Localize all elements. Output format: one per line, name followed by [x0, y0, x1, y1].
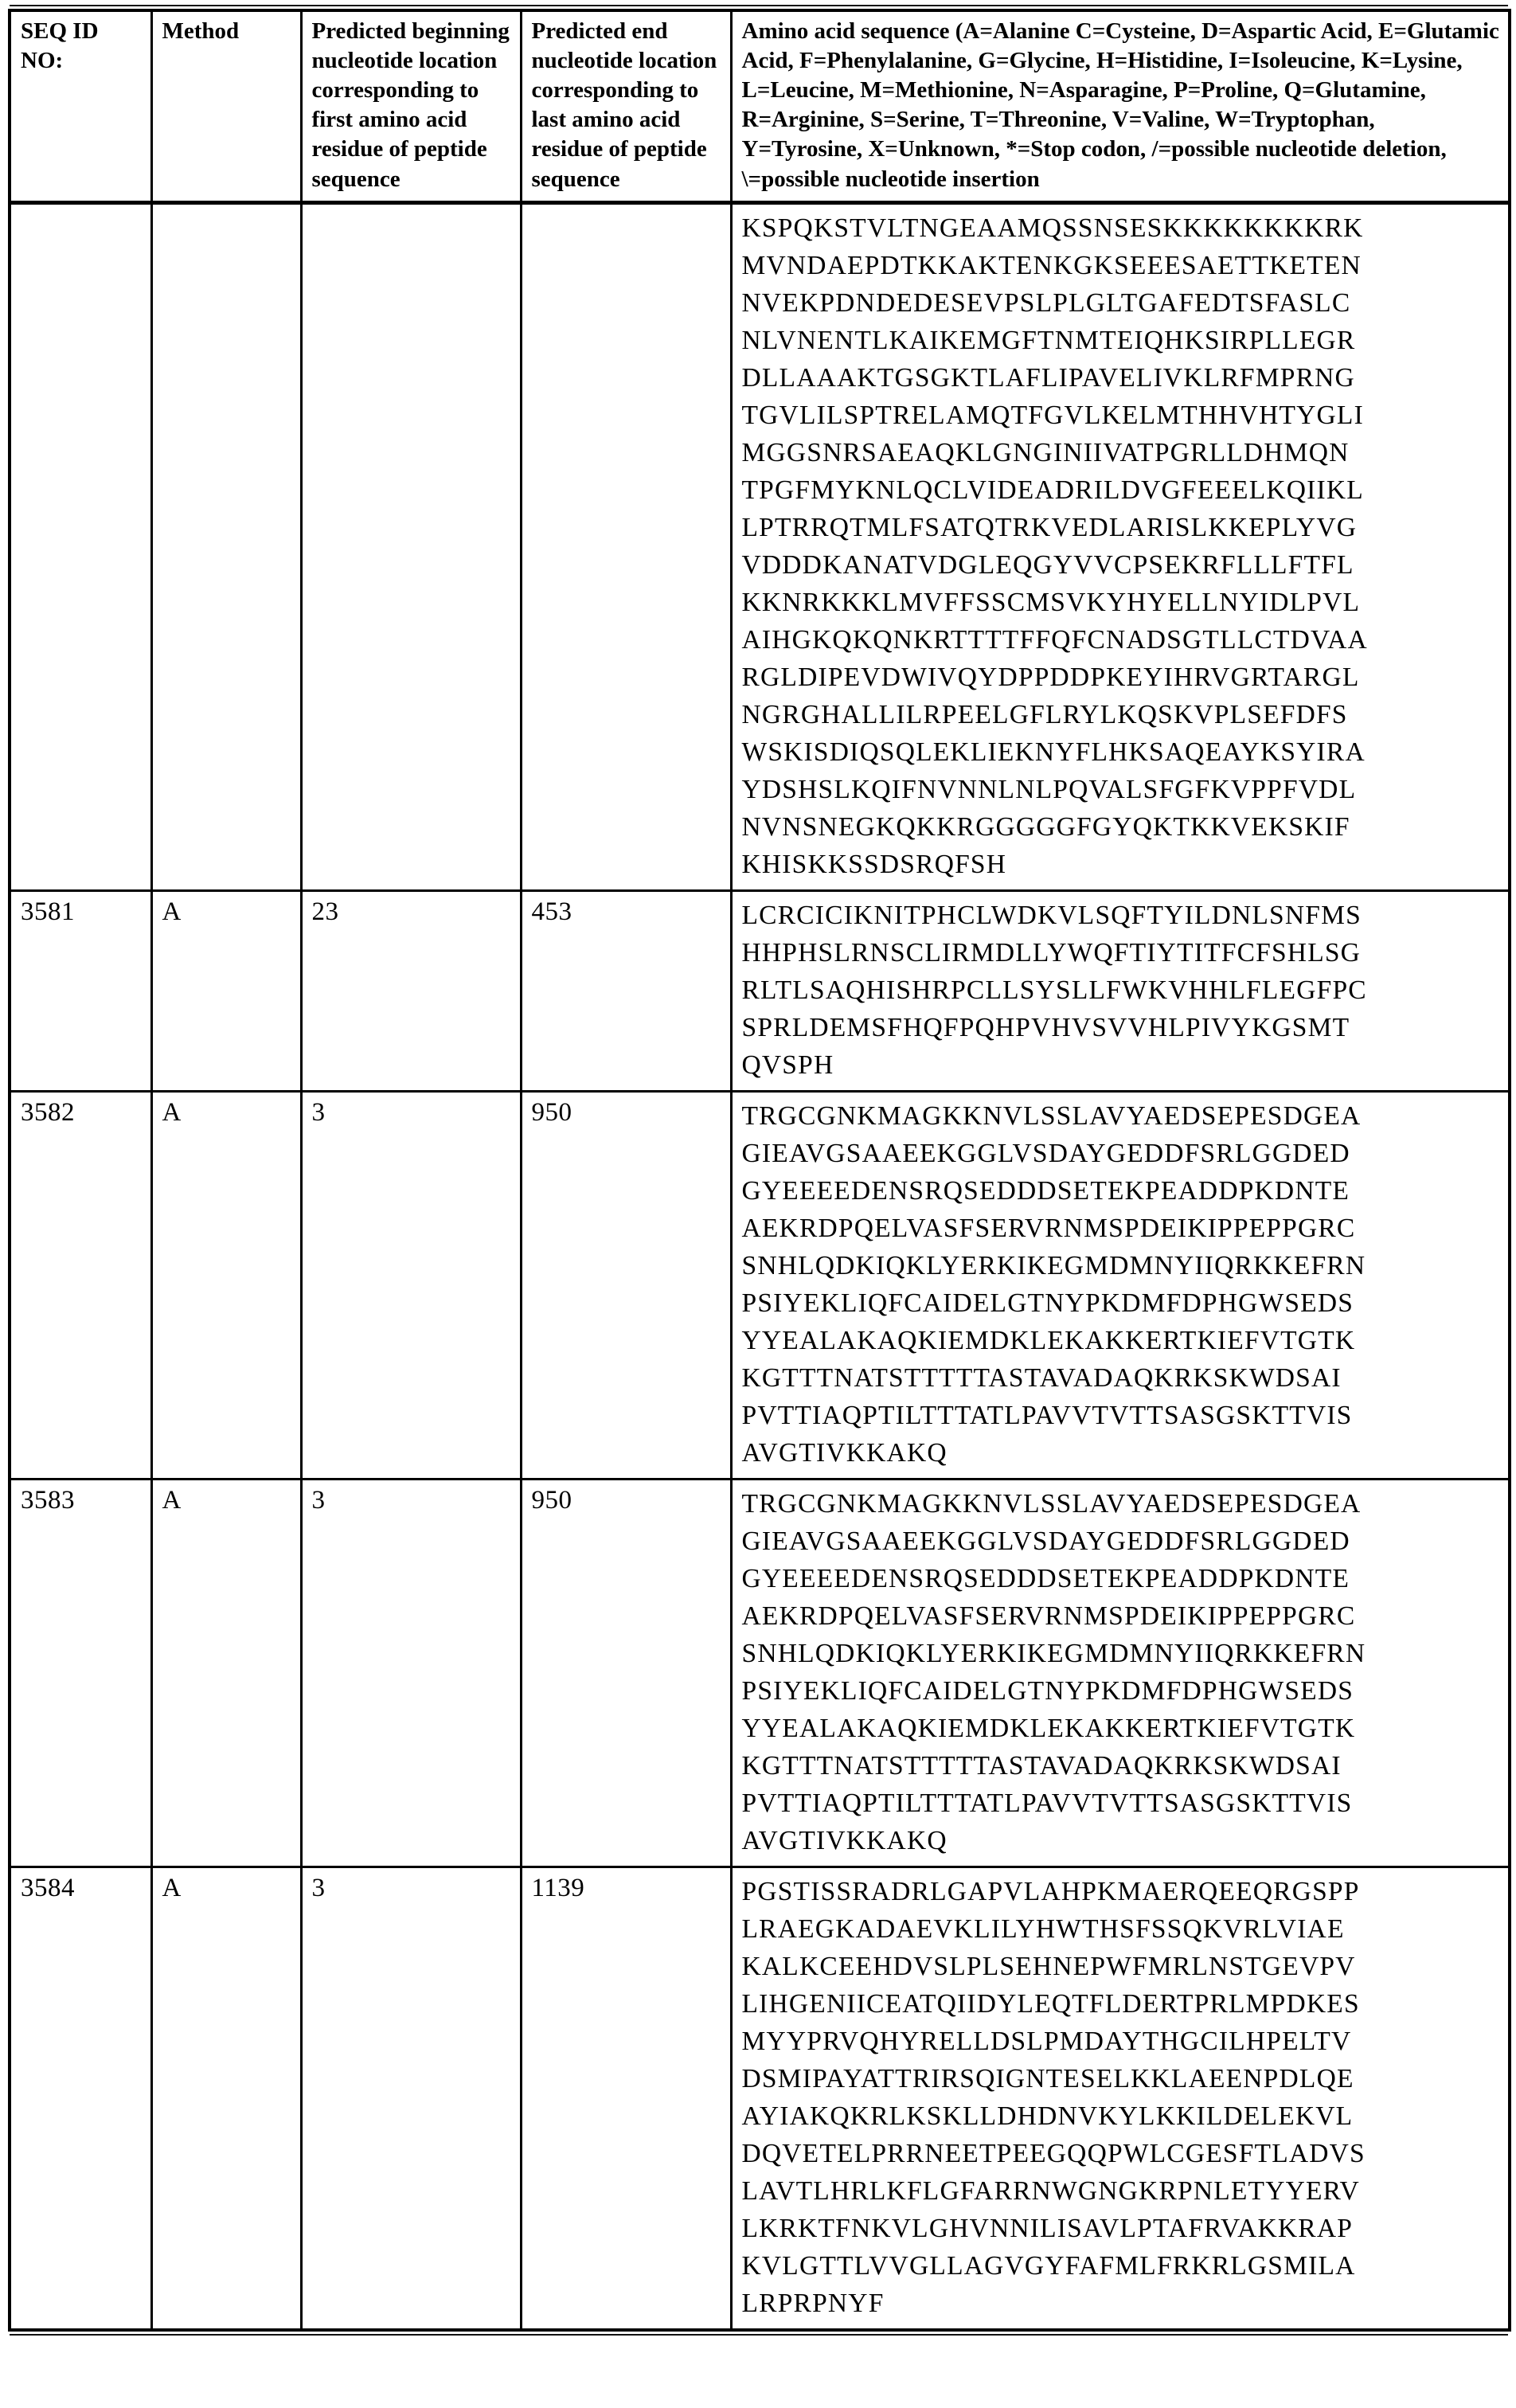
method-cell: A [151, 1479, 301, 1867]
header-row [10, 10, 1510, 202]
header-cell-seq-id: SEQ ID NO: [10, 10, 151, 202]
begin-cell: 23 [301, 890, 521, 1091]
header-cell-end: Predicted end nucleotide location corresponding to last amino acid residue of peptide sequence [521, 10, 731, 202]
method-cell: A [151, 890, 301, 1091]
begin-cell [301, 202, 521, 890]
end-cell [521, 202, 731, 890]
sequence-table [8, 9, 1511, 2332]
method-cell: A [151, 1091, 301, 1479]
header-cell-amino-sequence: Amino acid sequence (A=Alanine C=Cysteine, D=Aspartic Acid, E=Glutamic Acid, F=Phenylalanine, G=Glycine, H=Histidine, I=Isoleucine, K=Lysine, L=Leucine, M=Methionine, N=Asparagine, P=Proline, Q=Glutamine, R=Arginine, S=Serine, T=Threonine, V=Valine, W=Tryptophan, Y=Tyrosine, X=Unknown, *=Stop codon, /=possible nucleotide deletion, \=possible nucleotide insertion [731, 10, 1510, 202]
begin-cell: 3 [301, 1867, 521, 2330]
seq-id-cell: 3583 [10, 1479, 151, 1867]
amino-sequence-cell: KSPQKSTVLTNGEAAMQSSNSESKKKKKKKKRK MVNDAEPDTKKAKTENKGKSEEESAETTKETEN NVEKPDNDEDESEVPSLPLGLTGAFEDTSFASLC NLVNENTLKAIKEMGFTNMTEIQHKSIRPLLEGR DLLAAAKTGSGKTLAFLIPAVELIVKLRFMPRNG TGVLILSPTRELAMQTFGVLKELMTHHVHTYGLI MGGSNRSAEAQKLGNGINIIVATPGRLLDHMQN TPGFMYKNLQCLVIDEADRILDVGFEEELKQIIKL LPTRRQTMLFSATQTRKVEDLARISLKKEPLYVG VDDDKANATVDGLEQGYVVCPSEKRFLLLFTFL KKNRKKKLMVFFSSCMSVKYHYELLNYIDLPVL AIHGKQKQNKRTTTTFFQFCNADSGTLLCTDVAA RGLDIPEVDWIVQYDPPDDPKEYIHRVGRTARGL NGRGHALLILRPEELGFLRYLKQSKVPLSEFDFS WSKISDIQSQLEKLIEKNYFLHKSAQEAYKSYIRA YDSHSLKQIFNVNNLNLPQVALSFGFKVPPFVDL NVNSNEGKQKKRGGGGGFGYQKTKKVEKSKIF KHISKKSSDSRQFSH [731, 202, 1510, 890]
bottom-scan-line [10, 2334, 1508, 2336]
table-header [10, 10, 1510, 202]
table-body [10, 202, 1510, 2330]
amino-sequence-cell: LCRCICIKNITPHCLWDKVLSQFTYILDNLSNFMS HHPHSLRNSCLIRMDLLYWQFTIYTITFCFSHLSG RLTLSAQHISHRPCLLSYSLLFWKVHHLFLEGFPC SPRLDEMSFHQFPQHPVHVSVVHLPIVYKGSMT QVSPH [731, 890, 1510, 1091]
amino-sequence-cell: TRGCGNKMAGKKNVLSSLAVYAEDSEPESDGEA GIEAVGSAAEEKGGLVSDAYGEDDFSRLGGDED GYEEEEDENSRQSEDDDSETEKPEADDPKDNTE AEKRDPQELVASFSERVRNMSPDEIKIPPEPPGRC SNHLQDKIQKLYERKIKEGMDMNYIIQRKKEFRN PSIYEKLIQFCAIDELGTNYPKDMFDPHGWSEDS YYEALAKAQKIEMDKLEKAKKERTKIEFVTGTK KGTTTNATSTTTTTASTAVADAQKRKSKWDSAI PVTTIAQPTILTTTATLPAVVTVTTSASGSKTTVIS AVGTIVKKAKQ [731, 1479, 1510, 1867]
table-row-3584 [10, 1867, 1510, 2330]
seq-id-cell: 3584 [10, 1867, 151, 2330]
amino-sequence-cell: PGSTISSRADRLGAPVLAHPKMAERQEEQRGSPP LRAEGKADAEVKLILYHWTHSFSSQKVRLVIAE KALKCEEHDVSLPLSEHNEPWFMRLNSTGEVPV LIHGENIICEATQIIDYLEQTFLDERTPRLMPDKES MYYPRVQHYRELLDSLPMDAYTHGCILHPELTV DSMIPAYATTRIRSQIGNTESELKKLAEENPDLQE AYIAKQKRLKSKLLDHDNVKYLKKILDELEKVL DQVETELPRRNEETPEEGQQPWLCGESFTLADVS LAVTLHRLKFLGFARRNWGNGKRPNLETYYERV LKRKTFNKVLGHVNNILISAVLPTAFRVAKKRAP KVLGTTLVVGLLAGVGYFAFMLFRKRLGSMILA LRPRPNYF [731, 1867, 1510, 2330]
amino-sequence-cell: TRGCGNKMAGKKNVLSSLAVYAEDSEPESDGEA GIEAVGSAAEEKGGLVSDAYGEDDFSRLGGDED GYEEEEDENSRQSEDDDSETEKPEADDPKDNTE AEKRDPQELVASFSERVRNMSPDEIKIPPEPPGRC SNHLQDKIQKLYERKIKEGMDMNYIIQRKKEFRN PSIYEKLIQFCAIDELGTNYPKDMFDPHGWSEDS YYEALAKAQKIEMDKLEKAKKERTKIEFVTGTK KGTTTNATSTTTTTASTAVADAQKRKSKWDSAI PVTTIAQPTILTTTATLPAVVTVTTSASGSKTTVIS AVGTIVKKAKQ [731, 1091, 1510, 1479]
seq-id-cell: 3582 [10, 1091, 151, 1479]
table-row-3581 [10, 890, 1510, 1091]
method-cell [151, 202, 301, 890]
end-cell: 1139 [521, 1867, 731, 2330]
end-cell: 950 [521, 1091, 731, 1479]
end-cell: 453 [521, 890, 731, 1091]
top-scan-line [10, 5, 1508, 6]
table-row-3582 [10, 1091, 1510, 1479]
end-cell: 950 [521, 1479, 731, 1867]
seq-id-cell: 3581 [10, 890, 151, 1091]
method-cell: A [151, 1867, 301, 2330]
begin-cell: 3 [301, 1479, 521, 1867]
header-cell-method: Method [151, 10, 301, 202]
table-row-continuation [10, 202, 1510, 890]
seq-id-cell [10, 202, 151, 890]
begin-cell: 3 [301, 1091, 521, 1479]
table-row-3583 [10, 1479, 1510, 1867]
header-cell-begin: Predicted beginning nucleotide location corresponding to first amino acid residue of peptide sequence [301, 10, 521, 202]
